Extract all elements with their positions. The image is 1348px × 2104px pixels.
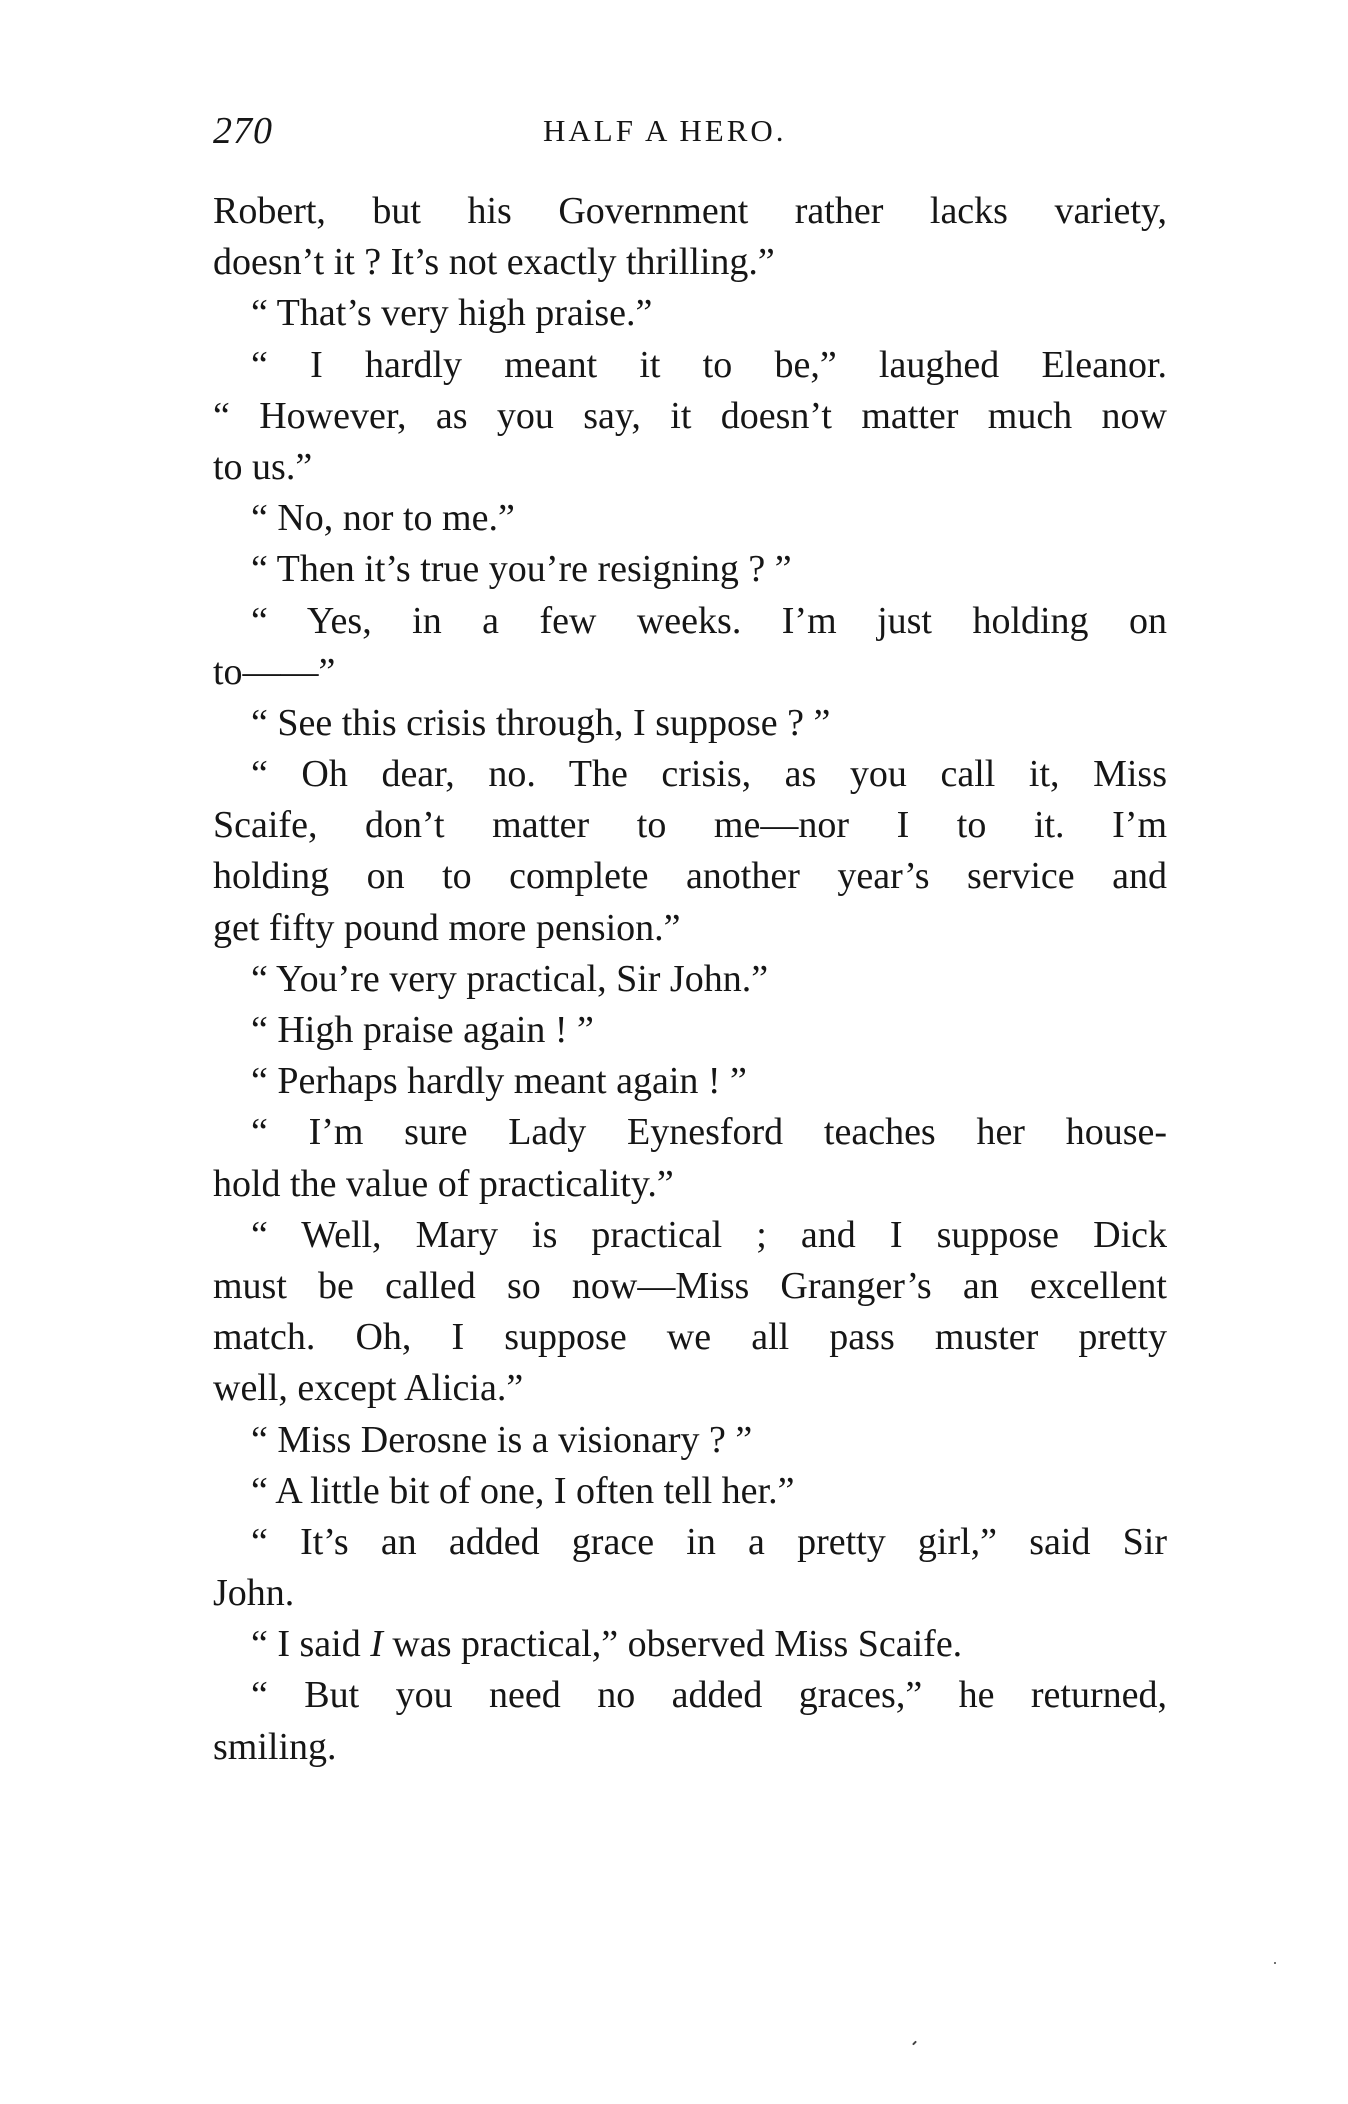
page-header: [213, 106, 1167, 156]
text-line: [213, 1619, 1167, 1670]
text-line: “ Well, Mary is practical ; and I suppose Dick: [251, 1213, 1167, 1256]
italic-emphasis: I: [370, 1623, 383, 1666]
text-line: “ It’s an added grace in a pretty girl,” said Sir: [251, 1520, 1167, 1563]
text-line: “ I hardly meant it to be,” laughed Eleanor.: [251, 343, 1167, 386]
text-line: to us.”: [213, 445, 313, 488]
paper-speck: [912, 2041, 917, 2046]
page-number: 270: [213, 110, 273, 152]
text-line: must be called so now—Miss Granger’s an excellent: [213, 1264, 1167, 1307]
text-line: hold the value of practicality.”: [213, 1162, 674, 1205]
running-head: HALF A HERO.: [543, 113, 787, 148]
text-line: “ But you need no added graces,” he returned,: [251, 1674, 1167, 1717]
text-line: match. Oh, I suppose we all pass muster pretty: [213, 1316, 1167, 1359]
text-line: “ See this crisis through, I suppose ? ”: [251, 701, 831, 744]
text-run: “ I said: [251, 1623, 371, 1666]
text-line: “ You’re very practical, Sir John.”: [251, 957, 769, 1000]
text-line: “ Perhaps hardly meant again ! ”: [251, 1060, 747, 1103]
text-line: “ Yes, in a few weeks. I’m just holding on: [251, 599, 1167, 642]
body-text: [213, 186, 1167, 1773]
text-line: Scaife, don’t matter to me—nor I to it. I’m: [213, 804, 1167, 847]
text-line: holding on to complete another year’s service and: [213, 855, 1167, 898]
paper-speck: [1274, 1962, 1276, 1964]
text-line: “ High praise again ! ”: [251, 1009, 594, 1051]
text-line: “ No, nor to me.”: [251, 497, 515, 540]
text-line: well, except Alicia.”: [213, 1367, 524, 1410]
text-line: “ I’m sure Lady Eynesford teaches her house-: [251, 1111, 1167, 1154]
text-line: “ Then it’s true you’re resigning ? ”: [251, 548, 792, 591]
text-line: “ Oh dear, no. The crisis, as you call it, Miss: [251, 753, 1167, 796]
text-line: “ A little bit of one, I often tell her.”: [251, 1469, 795, 1512]
text-line: John.: [213, 1572, 295, 1615]
text-run: was practical,” observed Miss Scaife.: [382, 1623, 963, 1666]
text-line: “ However, as you say, it doesn’t matter much now: [213, 394, 1167, 437]
text-line: Robert, but his Government rather lacks variety,: [213, 190, 1167, 232]
text-line: get fifty pound more pension.”: [213, 906, 681, 949]
text-line: doesn’t it ? It’s not exactly thrilling.”: [213, 241, 775, 284]
text-line: to——”: [213, 650, 336, 693]
text-line: “ That’s very high praise.”: [251, 292, 653, 335]
text-line: “ Miss Derosne is a visionary ? ”: [251, 1418, 753, 1461]
text-line: smiling.: [213, 1725, 337, 1768]
